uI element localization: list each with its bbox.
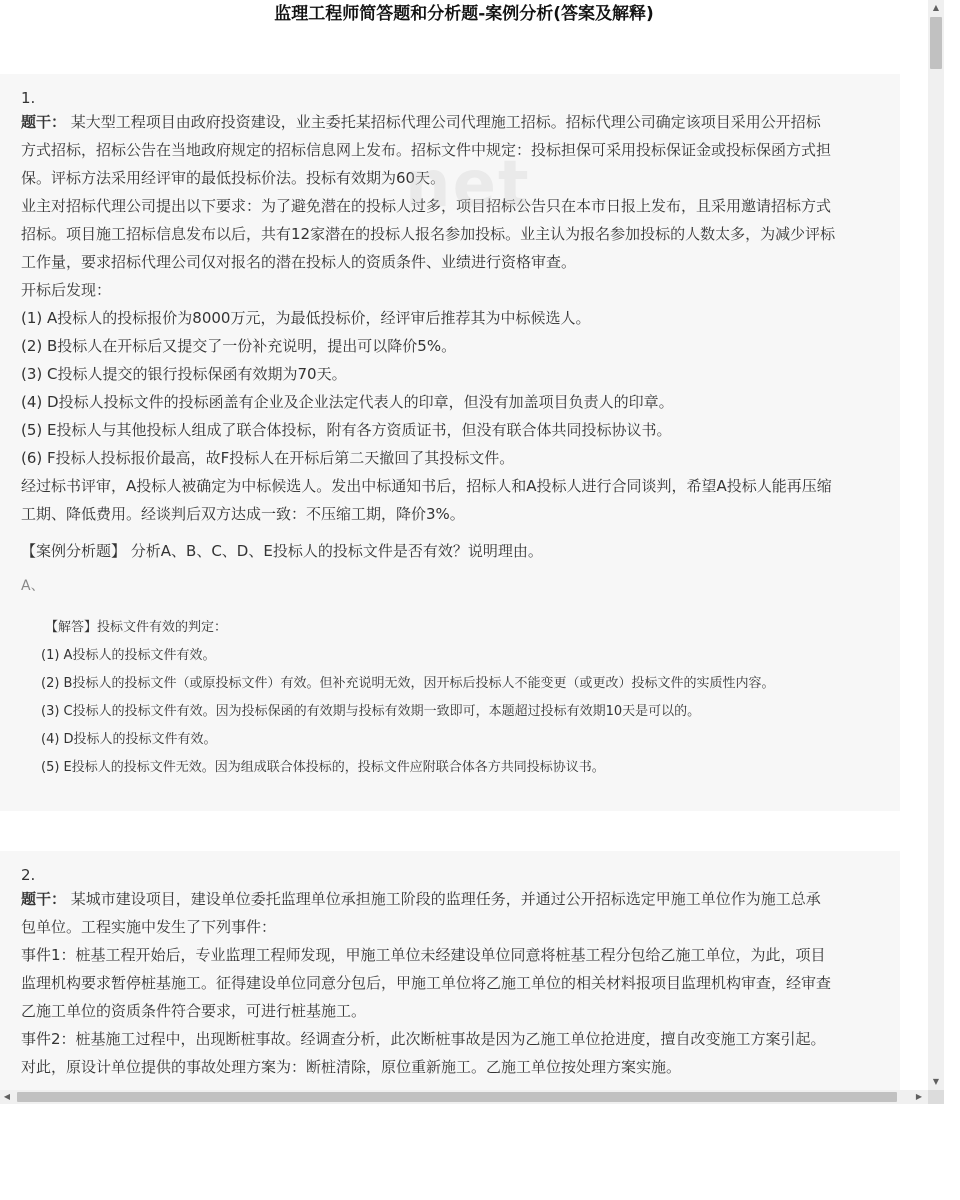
scroll-up-icon[interactable]: ▲	[932, 3, 940, 12]
stem-line: (4) D投标人投标文件的投标函盖有企业及企业法定代表人的印章，但没有加盖项目负责人的印章。	[21, 393, 674, 411]
scroll-right-icon[interactable]: ▶	[915, 1092, 923, 1101]
answer-option-a[interactable]: A、	[21, 578, 45, 594]
stem-text: 某大型工程项目由政府投资建设，业主委托某招标代理公司代理施工招标。招标代理公司确定该项目采用公开招标	[70, 113, 821, 131]
stem-line: (2) B投标人在开标后又提交了一份补充说明，提出可以降价5%。	[21, 337, 457, 355]
case-question: 【案例分析题】 分析A、B、C、D、E投标人的投标文件是否有效？说明理由。	[21, 542, 543, 560]
vertical-scrollbar[interactable]	[928, 0, 944, 1090]
watermark: net	[405, 148, 531, 222]
question-card-1	[0, 74, 900, 811]
stem-line: 监理机构要求暂停桩基施工。征得建设单位同意分包后，甲施工单位将乙施工单位的相关材料报项目监理机构审查，经审查	[21, 974, 832, 992]
stem-line: (6) F投标人投标报价最高，故F投标人在开标后第二天撤回了其投标文件。	[21, 449, 515, 467]
horizontal-scroll-thumb[interactable]	[17, 1092, 897, 1102]
vertical-scroll-thumb[interactable]	[930, 17, 942, 69]
scroll-down-icon[interactable]: ▼	[932, 1077, 940, 1086]
stem-text: 某城市建设项目，建设单位委托监理单位承担施工阶段的监理任务，并通过公开招标选定甲施工单位作为施工总承	[70, 890, 821, 908]
stem-line: 业主对招标代理公司提出以下要求：为了避免潜在的投标人过多，项目招标公告只在本市日报上发布，且采用邀请招标方式	[21, 197, 832, 215]
answer-header: 【解答】投标文件有效的判定：	[45, 620, 228, 635]
stem-line: 招标。项目施工招标信息发布以后，共有12家潜在的投标人报名参加投标。业主认为报名参加投标的人数太多，为减少评标	[21, 225, 836, 243]
answer-line: (1) A投标人的投标文件有效。	[41, 648, 216, 663]
question-card-2	[0, 851, 900, 1090]
stem-line: (1) A投标人的投标报价为8000万元，为最低投标价，经评审后推荐其为中标候选人。	[21, 309, 591, 327]
stem-label: 题干：	[21, 890, 67, 908]
answer-line: (3) C投标人的投标文件有效。因为投标保函的有效期与投标有效期一致即可，本题超过投标有效期10天是可以的。	[41, 704, 701, 719]
stem-line: (5) E投标人与其他投标人组成了联合体投标，附有各方资质证书，但没有联合体共同投标协议书。	[21, 421, 672, 439]
stem-line: 方式招标，招标公告在当地政府规定的招标信息网上发布。招标文件中规定：投标担保可采用投标保证金或投标保函方式担	[21, 141, 832, 159]
scroll-left-icon[interactable]: ◀	[3, 1092, 11, 1101]
stem-line: 保。评标方法采用经评审的最低投标价法。投标有效期为60天。	[21, 169, 446, 187]
answer-block	[21, 614, 886, 782]
stem-line: 开标后发现：	[21, 281, 112, 299]
stem-line: 乙施工单位的资质条件符合要求，可进行桩基施工。	[21, 1002, 367, 1020]
answer-line: (5) E投标人的投标文件无效。因为组成联合体投标的，投标文件应附联合体各方共同投标协议书。	[41, 760, 605, 775]
stem-line: 对此，原设计单位提供的事故处理方案为：断桩清除，原位重新施工。乙施工单位按处理方案实施。	[21, 1058, 682, 1076]
stem-line: (3) C投标人提交的银行投标保函有效期为70天。	[21, 365, 347, 383]
stem-line: 包单位。工程实施中发生了下列事件：	[21, 918, 277, 936]
stem-label: 题干：	[21, 113, 67, 131]
scrollbar-corner	[928, 1090, 944, 1104]
stem-line: 事件2：桩基施工过程中，出现断桩事故。经调查分析，此次断桩事故是因为乙施工单位抢进度，擅自改变施工方案引起。	[21, 1030, 826, 1048]
page-title: 监理工程师简答题和分析题-案例分析(答案及解释)	[274, 4, 654, 24]
stem-line-1	[21, 885, 886, 913]
stem-line: 工期、降低费用。经谈判后双方达成一致：不压缩工期，降价3%。	[21, 505, 465, 523]
answer-line: (4) D投标人的投标文件有效。	[41, 732, 217, 747]
question-number: 2.	[21, 866, 36, 884]
answer-line: (2) B投标人的投标文件（或原投标文件）有效。但补充说明无效，因开标后投标人不能变更（或更改）投标文件的实质性内容。	[41, 676, 775, 691]
question-number: 1.	[21, 89, 36, 107]
stem-line: 事件1：桩基工程开始后，专业监理工程师发现，甲施工单位未经建设单位同意将桩基工程分包给乙施工单位，为此，项目	[21, 946, 826, 964]
stem-line: 工作量，要求招标代理公司仅对报名的潜在投标人的资质条件、业绩进行资格审查。	[21, 253, 577, 271]
horizontal-scrollbar[interactable]	[0, 1090, 928, 1104]
stem-line-1	[21, 108, 886, 136]
stem-line: 经过标书评审，A投标人被确定为中标候选人。发出中标通知书后，招标人和A投标人进行合同谈判，希望A投标人能再压缩	[21, 477, 832, 495]
